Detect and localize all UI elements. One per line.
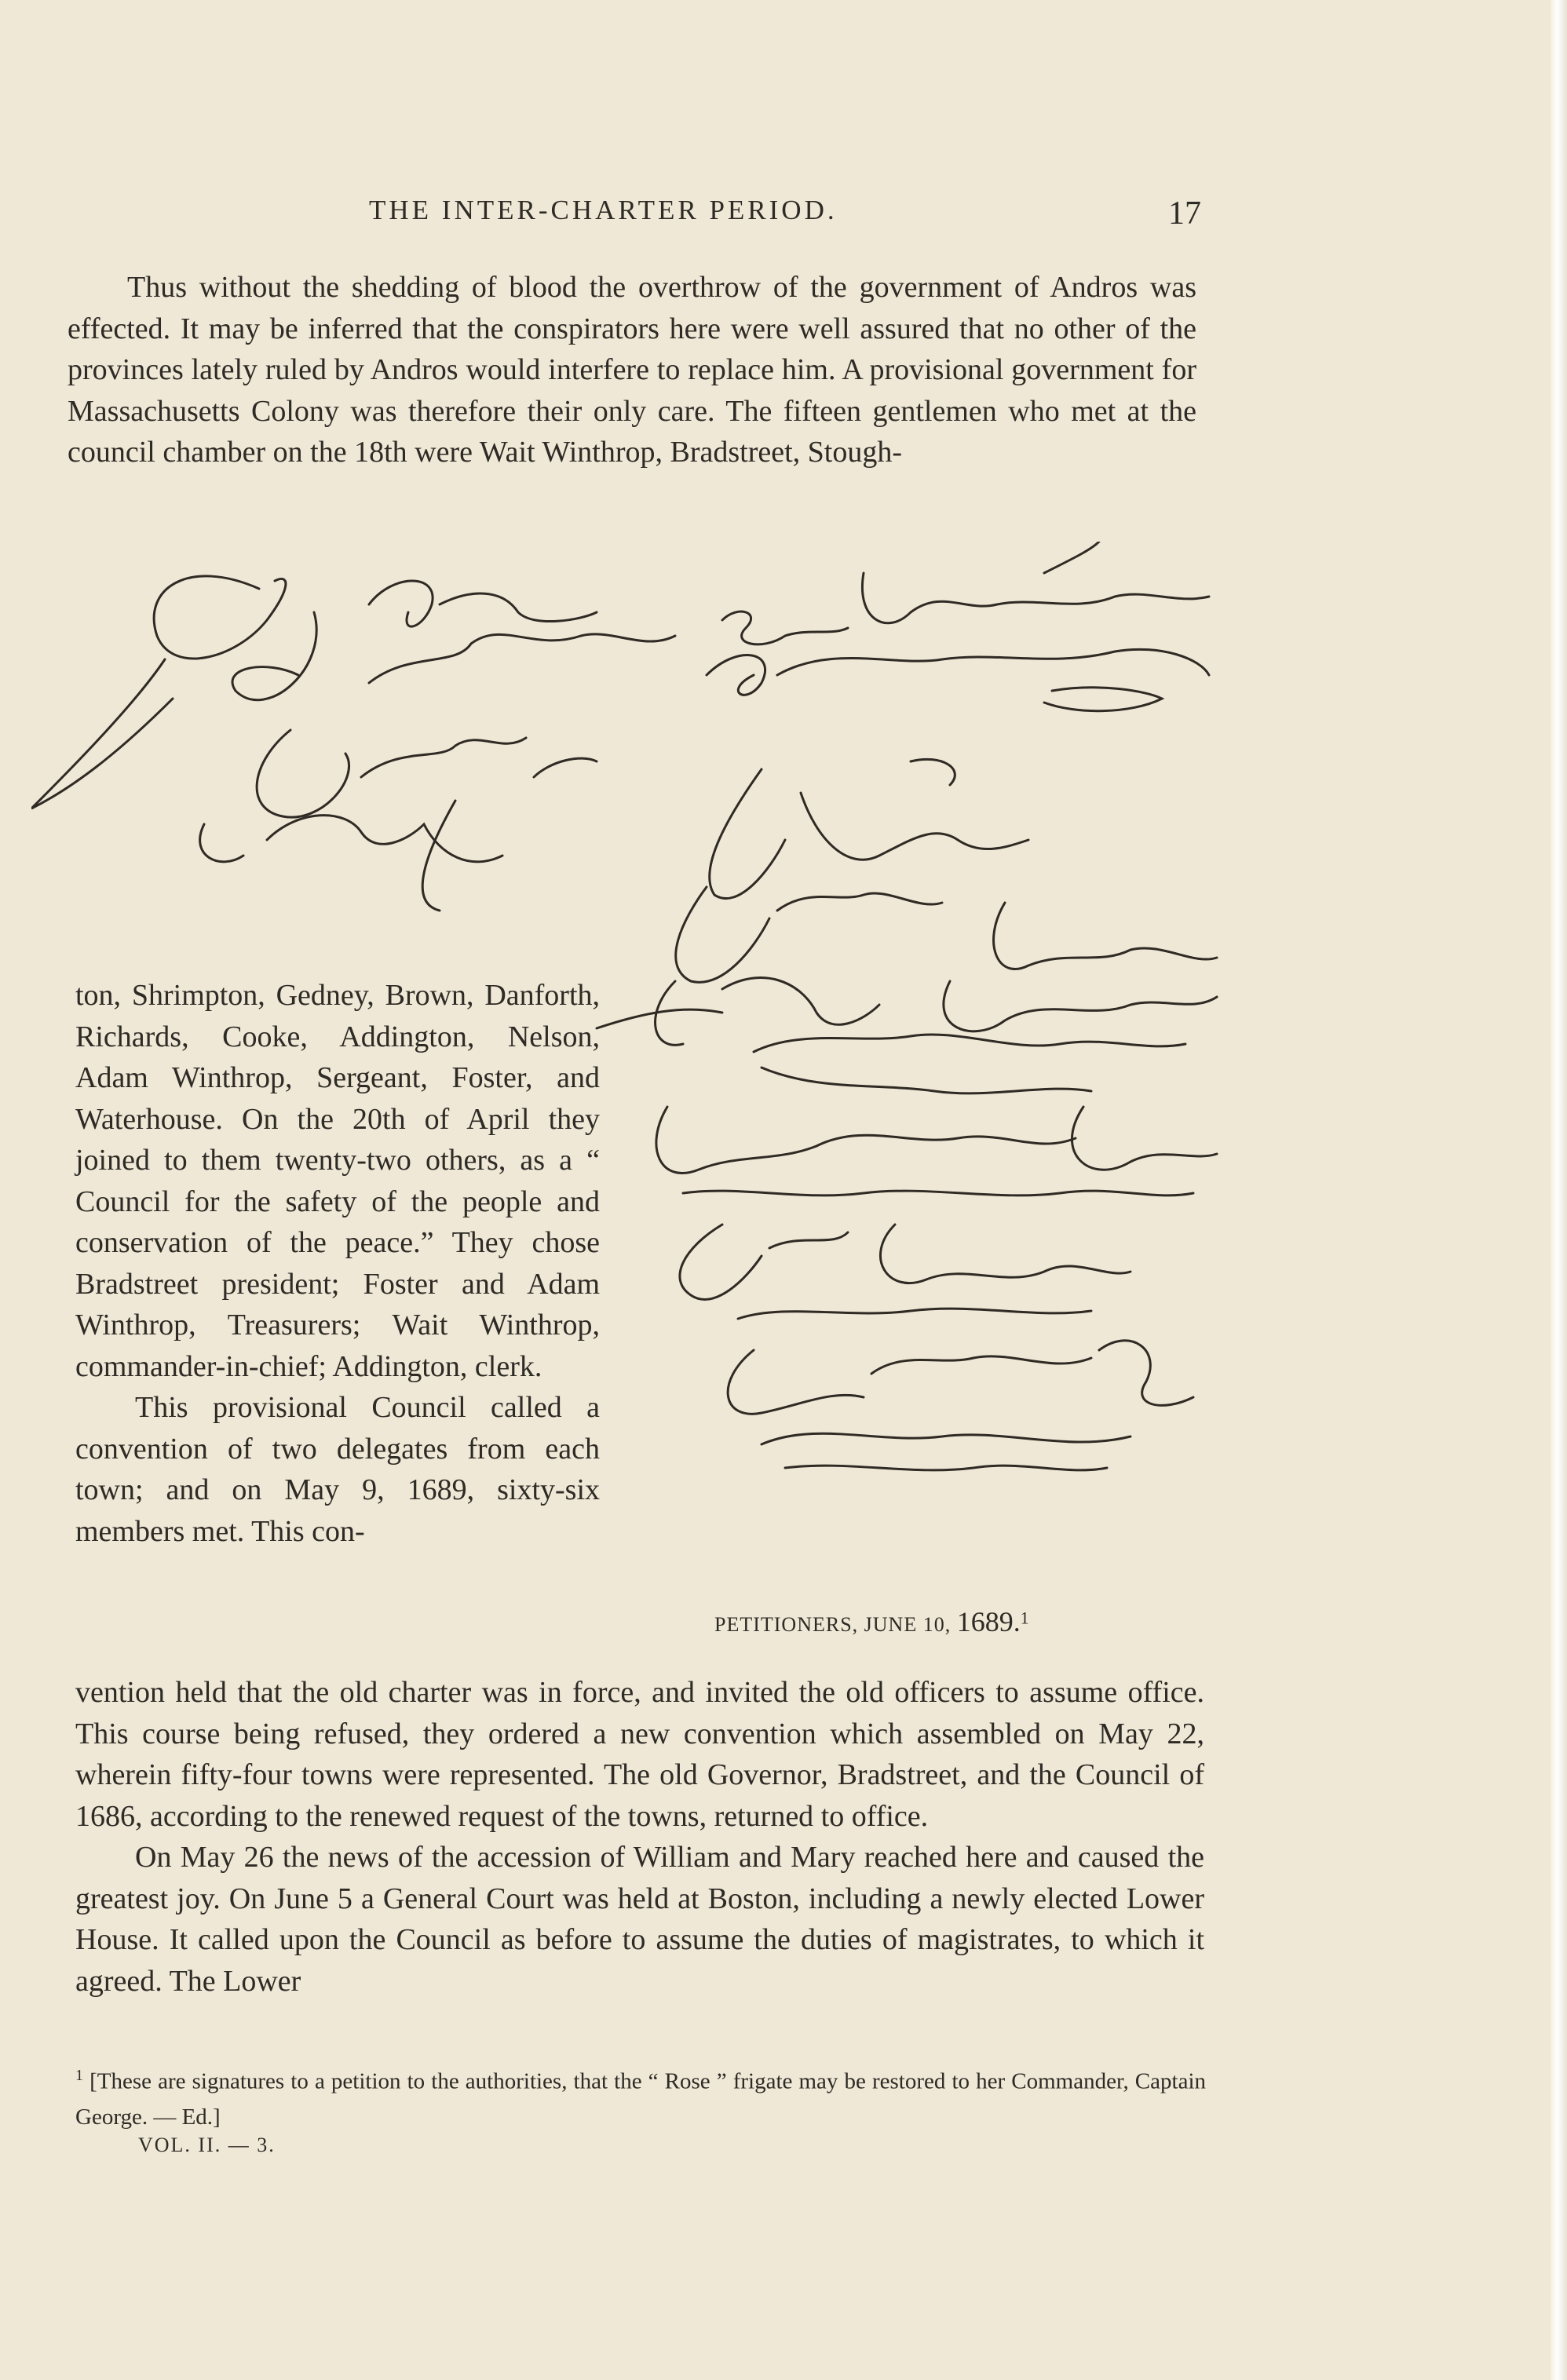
caption-text: PETITIONERS, JUNE 10, xyxy=(714,1613,952,1636)
paragraph: Thus without the shedding of blood the overthrow of the government of Andros was effected. It may be inferred that the conspirators here were well assured that no other of the provinces lately ruled by Andros would interfere to replace him. A provisional government for Massachusetts Colony was therefore their only care. The fifteen gentlemen who met at the council chamber on the 18th were Wait Winthrop, Bradstreet, Stough- xyxy=(68,271,1196,469)
page-number: 17 xyxy=(1168,195,1201,232)
footnote-mark: 1 xyxy=(75,2067,83,2084)
running-header xyxy=(369,195,1201,242)
paragraph: This provisional Council called a convention of two delegates from each town; and on May 9, 1689, sixty-six members met. This con- xyxy=(75,1391,600,1548)
body-column-top xyxy=(68,267,1196,473)
caption-note-mark: 1 xyxy=(1020,1608,1030,1628)
caption-year: 1689. xyxy=(956,1606,1021,1637)
figure-caption xyxy=(714,1605,1185,1638)
footnote-text: [These are signatures to a petition to the authorities, that the “ Rose ” frigate may be restored to her Commander, Captain George. — Ed.] xyxy=(75,2068,1206,2130)
paragraph: vention held that the old charter was in force, and invited the old officers to assume office. This course being refused, they ordered a new convention which assembled on May 22, wherein fifty-four towns were represented. The old Governor, Bradstreet, and the Council of 1686, according to the renewed request of the towns, returned to office. xyxy=(75,1676,1204,1833)
signature-mark: VOL. II. — 3. xyxy=(138,2134,276,2156)
footnote xyxy=(75,2058,1206,2135)
body-column-side xyxy=(75,975,600,1552)
running-title: THE INTER-CHARTER PERIOD. xyxy=(369,195,838,225)
body-column-bottom xyxy=(75,1672,1204,2002)
paragraph: On May 26 the news of the accession of William and Mary reached here and caused the greatest joy. On June 5 a General Court was held at Boston, including a newly elected Lower House. It called upon the Council as before to assume the duties of magistrates, to which it agreed. The Lower xyxy=(75,1841,1204,1998)
paragraph: ton, Shrimpton, Gedney, Brown, Danforth, Richards, Cooke, Addington, Nelson, Adam Winthrop, Sergeant, Foster, and Waterhouse. On the 20th of April they joined to them twenty-two others, as a “ Council for the safety of the people and conservation of the peace.” They chose Bradstreet president; Foster and Adam Winthrop, Treasurers; Wait Winthrop, commander-in-chief; Addington, clerk. xyxy=(75,979,600,1383)
page-edge xyxy=(1551,0,1567,2380)
